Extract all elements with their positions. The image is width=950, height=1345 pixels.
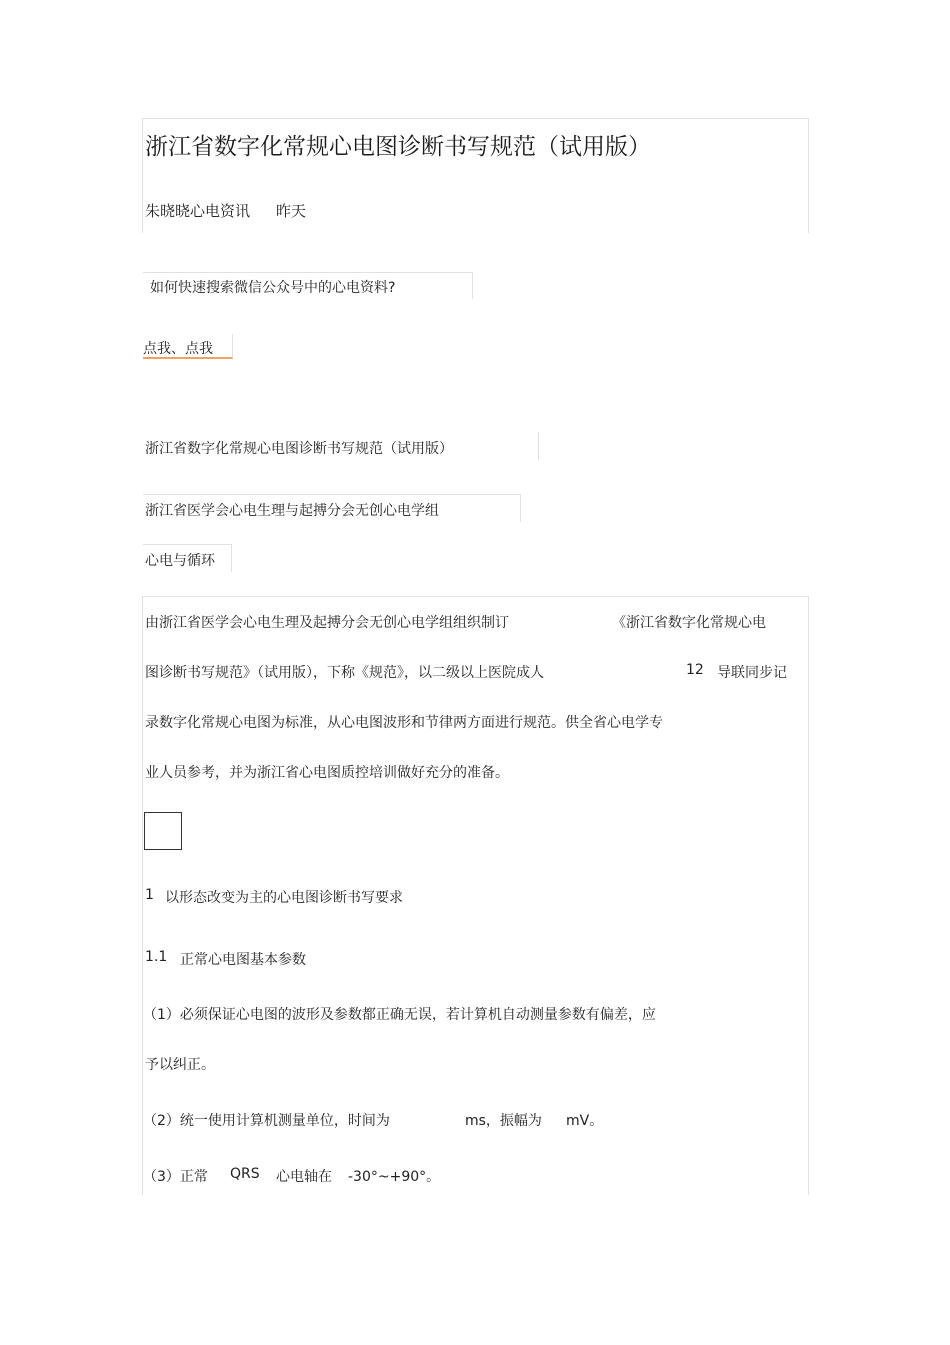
item2-part3: mV。 (566, 1113, 604, 1129)
section1-1-number: 1.1 (145, 949, 168, 965)
item3-part3: 心电轴在 (276, 1169, 332, 1185)
header-line2: 浙江省医学会心电生理与起搏分会无创心电学组 (145, 503, 439, 519)
intro-line1a: 由浙江省医学会心电生理及起搏分会无创心电学组组织制订 (145, 615, 509, 631)
intro-line4: 业人员参考，并为浙江省心电图质控培训做好充分的准备。 (145, 765, 509, 781)
intro-line1b: 《浙江省数字化常规心电 (612, 615, 766, 631)
intro-line3: 录数字化常规心电图为标准，从心电图波形和节律两方面进行规范。供全省心电学专 (145, 715, 663, 731)
click-me-label: 点我、点我 (143, 341, 213, 357)
item3-part2: QRS (230, 1166, 260, 1182)
item3-part1: （3）正常 (143, 1169, 208, 1185)
item1-line1: （1）必须保证心电图的波形及参数都正确无误，若计算机自动测量参数有偏差，应 (143, 1007, 656, 1023)
article-title: 浙江省数字化常规心电图诊断书写规范（试用版） (145, 134, 651, 160)
item1-line2: 予以纠正。 (145, 1057, 215, 1073)
item2-part2: ms，振幅为 (465, 1113, 542, 1129)
section1-number: 1 (145, 887, 154, 903)
intro-line2a: 图诊断书写规范》（试用版），下称《规范》，以二级以上医院成人 (145, 665, 544, 681)
header-line1: 浙江省数字化常规心电图诊断书写规范（试用版） (145, 441, 453, 457)
header-line3: 心电与循环 (145, 553, 215, 569)
image-placeholder-box (144, 812, 182, 850)
intro-line2b: 12 (686, 662, 704, 678)
section1-title: 以形态改变为主的心电图诊断书写要求 (165, 890, 403, 906)
publish-date: 昨天 (276, 202, 307, 220)
author-link[interactable]: 朱晓晓心电资讯 (145, 202, 251, 220)
article-meta (145, 200, 306, 221)
intro-line2c: 导联同步记 (717, 665, 787, 681)
click-me-link[interactable] (143, 334, 233, 359)
search-tip: 如何快速搜索微信公众号中的心电资料? (150, 280, 396, 296)
item2-part1: （2）统一使用计算机测量单位，时间为 (143, 1113, 390, 1129)
section1-1-title: 正常心电图基本参数 (180, 952, 306, 968)
item3-part4: -30°~+90°。 (348, 1169, 441, 1185)
